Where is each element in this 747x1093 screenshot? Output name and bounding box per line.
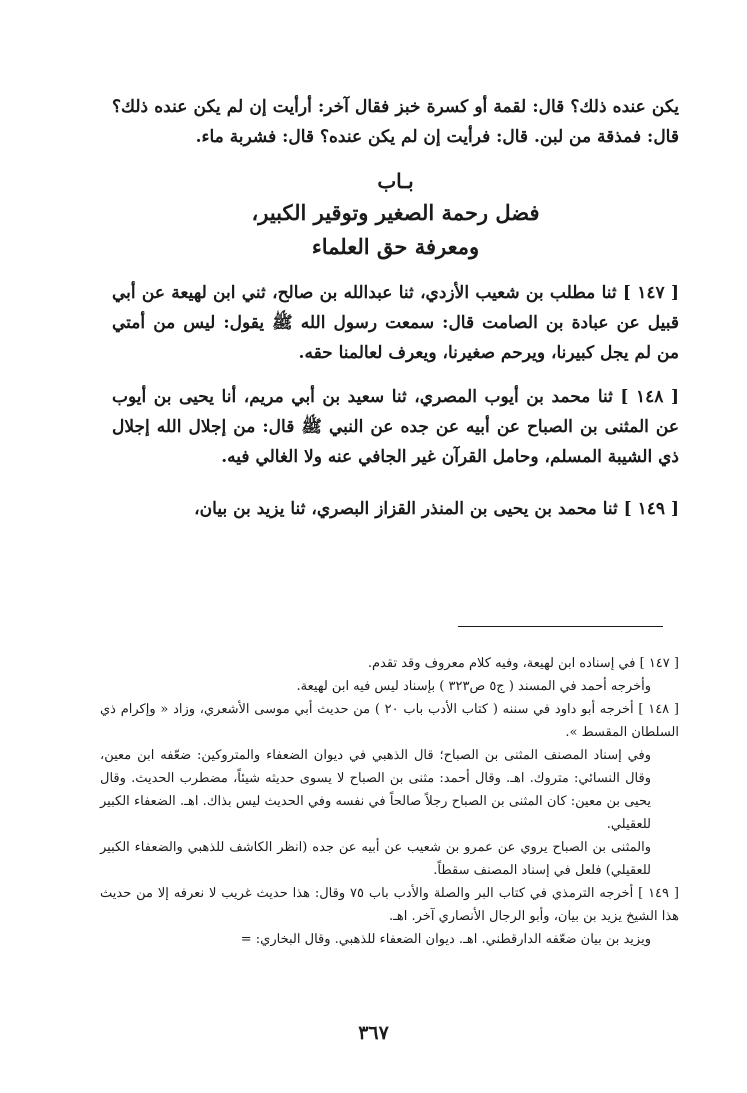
hadith-149: [ ١٤٩ ] ثنا محمد بن يحيى بن المنذر القزاز البصري، ثنا يزيد بن بيان،: [194, 499, 679, 519]
hadith-148: [ ١٤٨ ] ثنا محمد بن أيوب المصري، ثنا سعيد بن أبي مريم، أنا يحيى بن أيوب عن المثنى بن الصباح عن أبيه عن جده عن النبي ﷺ قال: من إجلال الله إجلال ذي الشيبة المسلم، وحامل القرآن غير الجافي عنه ولا الغالي فيه.: [112, 387, 679, 467]
main-text: [112, 92, 679, 524]
chapter-label: بـاب: [377, 169, 414, 193]
chapter-heading: [112, 166, 679, 264]
footnote-147-a: [ ١٤٧ ] في إسناده ابن لهيعة، وفيه كلام معروف وقد تقدم.: [367, 656, 679, 671]
footnote-148-a: [ ١٤٨ ] أخرجه أبو داود في سننه ( كتاب الأدب باب ٢٠ ) من حديث أبي موسى الأشعري، وزاد « وإكرام ذي السلطان المقسط ».: [100, 702, 679, 740]
page-number: ٣٦٧: [358, 1022, 389, 1044]
chapter-title-line2: ومعرفة حق العلماء: [311, 234, 480, 259]
chapter-title-line1: فضل رحمة الصغير وتوقير الكبير،: [251, 200, 540, 225]
footnote-147-b: وأخرجه أحمد في المسند ( ج٥ ص٣٢٣ ) بإسناد ليس فيه ابن لهيعة.: [296, 679, 651, 694]
hadith-147: [ ١٤٧ ] ثنا مطلب بن شعيب الأزدي، ثنا عبدالله بن صالح، ثني ابن لهيعة عن أبي قبيل عن عبادة بن الصامت قال: سمعت رسول الله ﷺ يقول: ليس من أمتي من لم يجل كبيرنا، ويرحم صغيرنا، ويعرف لعالمنا حقه.: [112, 283, 679, 363]
footnote-149-a: [ ١٤٩ ] أخرجه الترمذي في كتاب البر والصلة والأدب باب ٧٥ وقال: هذا حديث غريب لا نعرفه إلا من حديث هذا الشيخ يزيد بن بيان، وأبو الرجال الأنصاري آخر. اهـ.: [100, 886, 679, 924]
footnote-149-b: ويزيد بن بيان ضعّفه الدارقطني. اهـ. ديوان الضعفاء للذهبي. وقال البخاري: =: [240, 932, 651, 947]
footnote-148-b: وفي إسناد المصنف المثنى بن الصباح؛ قال الذهبي في ديوان الضعفاء والمتروكين: ضعّفه ابن معين، وقال النسائي: متروك. اهـ. وقال أحمد: مثنى بن الصباح لا يسوى حديثه شيئاً، مضطرب الحديث. وقال يحيى بن معين: كان المثنى بن الصباح رجلاً صالحاً في نفسه وفي الحديث ليس بذاك. اهـ. الضعفاء الكبير للعقيلي.: [100, 748, 651, 832]
footnote-148-c: والمثنى بن الصباح يروي عن عمرو بن شعيب عن أبيه عن جده (انظر الكاشف للذهبي والضعفاء الكبير للعقيلي) فلعل في إسناد المصنف سقطاً.: [100, 840, 651, 878]
footnote-divider: [458, 626, 663, 627]
intro-paragraph: يكن عنده ذلك؟ قال: لقمة أو كسرة خبز فقال آخر: أرأيت إن لم يكن عنده ذلك؟ قال: فمذقة من لبن. قال: فرأيت إن لم يكن عنده؟ قال: فشربة ماء.: [112, 97, 679, 147]
footnotes: [100, 652, 679, 951]
